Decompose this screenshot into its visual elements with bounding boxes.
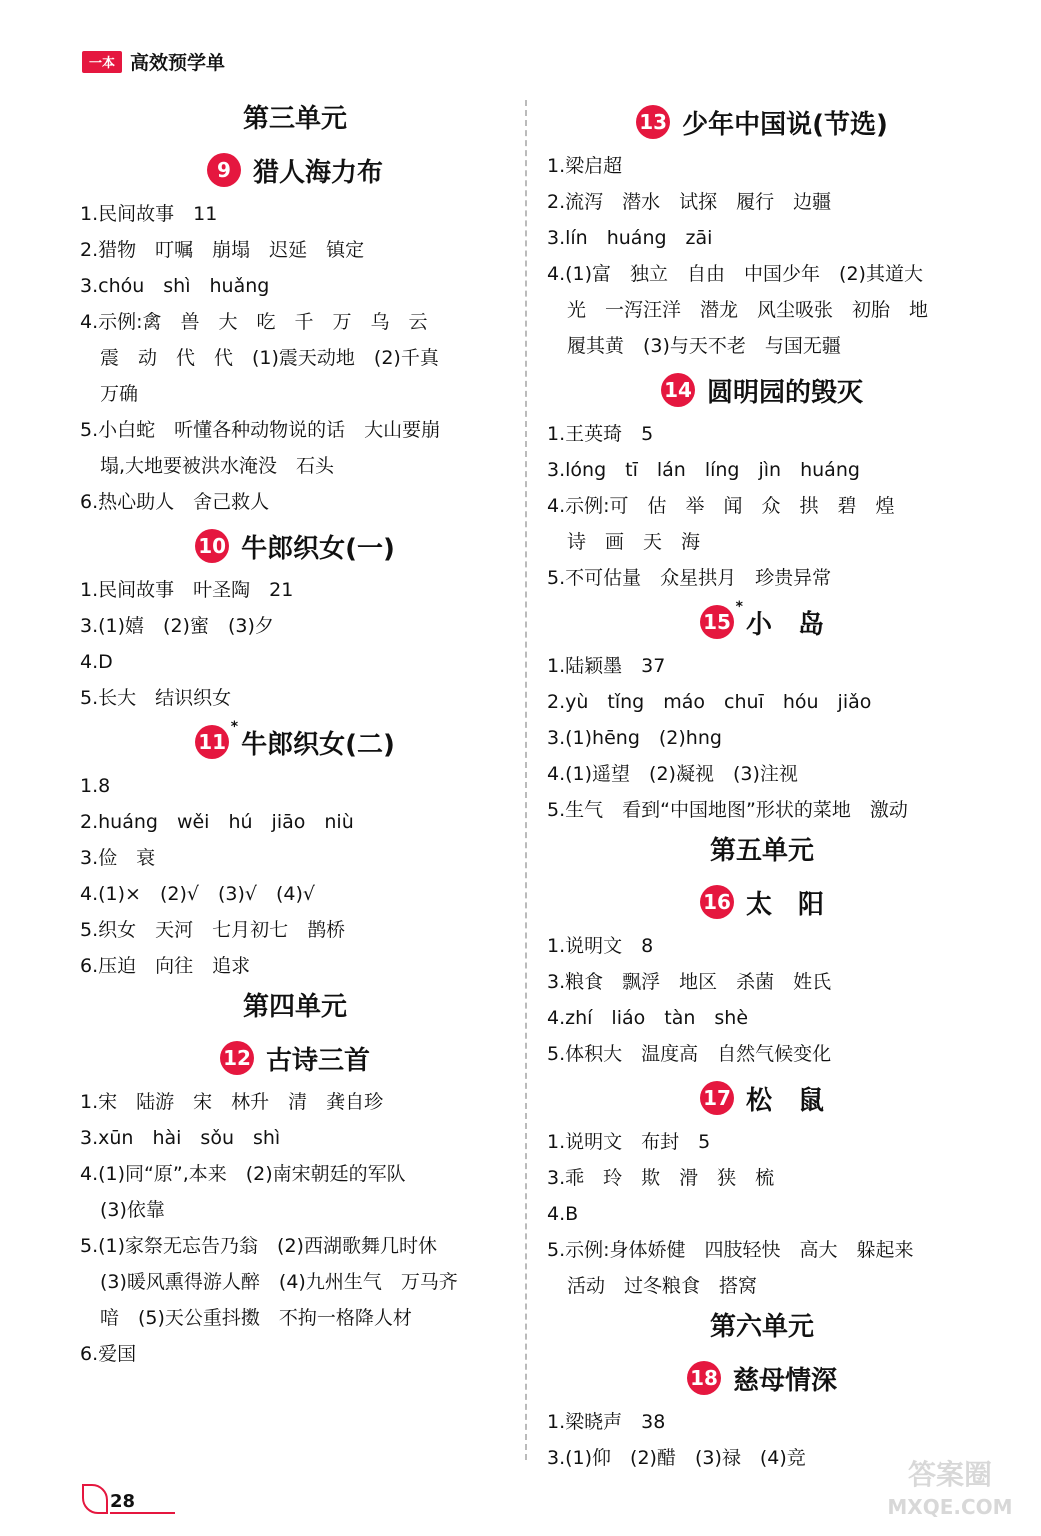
unit-heading: 第六单元	[709, 1312, 814, 1342]
watermark-top: 答案圈	[907, 1458, 993, 1491]
lesson-number-badge	[195, 719, 239, 759]
lesson-heading	[547, 1354, 977, 1402]
answer-line: 1.梁晓声 38	[547, 1411, 666, 1433]
lesson-number-badge	[700, 1081, 734, 1115]
answer-line: 2.yù tǐng máo chuī hóu jiǎo	[547, 691, 872, 713]
answer-line: 1.梁启超	[547, 155, 623, 177]
answer-line: 4.D	[80, 651, 113, 673]
lesson-heading	[547, 1074, 977, 1122]
lesson-title: 猎人海力布	[252, 157, 383, 188]
star-mark: *	[230, 719, 239, 735]
lesson-heading	[80, 718, 510, 766]
lesson-number-badge	[687, 1361, 721, 1395]
lesson-number-badge	[661, 373, 695, 407]
answer-line: 4.示例:可 估 举 闻 众 拱 碧 煌	[547, 495, 895, 517]
lesson-number-badge	[220, 1041, 254, 1075]
lesson-number: 9	[217, 158, 231, 182]
lesson-number: 12	[223, 1046, 251, 1070]
lesson-heading	[80, 146, 510, 194]
answer-line: 6.爱国	[80, 1343, 137, 1365]
answer-line: 2.猎物 叮嘱 崩塌 迟延 镇定	[80, 239, 365, 261]
answer-line: 万确	[100, 383, 139, 405]
lesson-heading	[547, 366, 977, 414]
right-column	[547, 96, 977, 1476]
answer-line: 1.宋 陆游 宋 林升 清 龚自珍	[80, 1091, 384, 1113]
lesson-title: 古诗三首	[265, 1045, 370, 1076]
answer-line: 5.体积大 温度高 自然气候变化	[547, 1043, 832, 1065]
answer-line: 4.示例:禽 兽 大 吃 千 万 乌 云	[80, 311, 428, 333]
answer-line: 6.压迫 向往 追求	[80, 955, 251, 977]
answer-line: 喑 (5)天公重抖擞 不拘一格降人材	[100, 1307, 412, 1329]
lesson-number: 14	[664, 378, 692, 402]
answer-line: 1.陆颖墨 37	[547, 655, 666, 677]
answer-line: 光 一泻汪洋 潜龙 风尘吸张 初胎 地	[567, 299, 929, 321]
watermark	[875, 1452, 1025, 1522]
lesson-heading	[547, 98, 977, 146]
lesson-number: 18	[690, 1366, 718, 1390]
watermark-bottom: MXQE.COM	[887, 1495, 1013, 1519]
answer-line: 震 动 代 代 (1)震天动地 (2)千真	[100, 347, 439, 369]
answer-line: 活动 过冬粮食 搭窝	[567, 1275, 758, 1297]
answer-line: 6.热心助人 舍己救人	[80, 491, 270, 513]
header-title: 高效预学单	[130, 52, 226, 74]
answer-line: 3.lín huáng zāi	[547, 227, 713, 249]
answer-line: 1.王英琦 5	[547, 423, 654, 445]
answer-line: 3.lóng tī lán líng jìn huáng	[547, 459, 860, 481]
lesson-title: 圆明园的毁灭	[706, 377, 863, 408]
answer-line: 5.长大 结识织女	[80, 687, 232, 709]
answer-line: 4.B	[547, 1203, 579, 1225]
lesson-title: 牛郎织女(一)	[241, 533, 395, 564]
answer-line: 3.(1)仰 (2)醋 (3)禄 (4)竞	[547, 1447, 806, 1469]
answer-line: 1.民间故事 11	[80, 203, 218, 225]
answer-line: 3.chóu shì huǎng	[80, 275, 270, 297]
lesson-title: 太 阳	[745, 889, 824, 920]
lesson-number-badge	[636, 105, 670, 139]
page-header	[82, 48, 225, 75]
answer-line: 5.(1)家祭无忘告乃翁 (2)西湖歌舞几时休	[80, 1235, 437, 1257]
answer-line: 3.粮食 飘浮 地区 杀菌 姓氏	[547, 971, 832, 993]
answer-line: 1.说明文 布封 5	[547, 1131, 711, 1153]
lesson-title: 小 岛	[745, 609, 824, 640]
answer-line: 5.小白蛇 听懂各种动物说的话 大山要崩	[80, 419, 441, 441]
answer-line: 5.不可估量 众星拱月 珍贵异常	[547, 567, 832, 589]
unit-heading: 第五单元	[709, 836, 814, 866]
answer-line: 1.8	[80, 775, 111, 797]
unit-heading: 第四单元	[242, 992, 347, 1022]
lesson-number: 15	[703, 610, 731, 634]
answer-line: (3)依靠	[100, 1199, 165, 1221]
lesson-heading	[547, 878, 977, 926]
answer-line: 2.huáng wěi hú jiāo niù	[80, 811, 354, 833]
lesson-number: 10	[198, 534, 227, 558]
answer-line: 诗 画 天 海	[567, 531, 701, 553]
star-mark: *	[735, 599, 743, 615]
lesson-title: 牛郎织女(二)	[241, 729, 395, 760]
answer-line: 3.xūn hài sǒu shì	[80, 1127, 281, 1149]
lesson-title: 少年中国说(节选)	[682, 109, 888, 140]
left-column	[80, 96, 510, 1372]
answer-line: 塌,大地要被洪水淹没 石头	[100, 455, 335, 477]
answer-line: 4.(1)同“原”,本来 (2)南宋朝廷的军队	[80, 1163, 406, 1185]
answer-line: 2.流泻 潜水 试探 履行 边疆	[547, 191, 832, 213]
answer-line: 1.民间故事 叶圣陶 21	[80, 579, 294, 601]
answer-line: 5.织女 天河 七月初七 鹊桥	[80, 919, 346, 941]
answer-line: 3.(1)嬉 (2)蜜 (3)夕	[80, 615, 274, 637]
answer-line: 3.乖 玲 欺 滑 狭 梳	[547, 1167, 775, 1189]
lesson-heading	[80, 1034, 510, 1082]
answer-line: 4.(1)× (2)√ (3)√ (4)√	[80, 883, 316, 905]
lesson-heading	[547, 598, 977, 646]
answer-line: (3)暖风熏得游人醉 (4)九州生气 万马齐	[100, 1271, 458, 1293]
lesson-title: 松 鼠	[745, 1085, 824, 1116]
page-number: 28	[110, 1491, 175, 1514]
lesson-number: 17	[703, 1086, 731, 1110]
answer-line: 3.俭 衰	[80, 847, 156, 869]
answer-line: 4.zhí liáo tàn shè	[547, 1007, 749, 1029]
lesson-number-badge	[195, 529, 229, 563]
answer-line: 5.示例:身体娇健 四肢轻快 高大 躲起来	[547, 1239, 914, 1261]
unit-heading: 第三单元	[242, 104, 347, 134]
lesson-number-badge	[700, 885, 734, 919]
lesson-number: 13	[639, 110, 668, 134]
brand-logo: 一本	[82, 51, 122, 73]
answer-line: 3.(1)hēng (2)hng	[547, 727, 722, 749]
answer-line: 4.(1)遥望 (2)凝视 (3)注视	[547, 763, 798, 785]
lesson-number: 11	[198, 730, 227, 754]
leaf-icon	[82, 1484, 108, 1514]
answer-line: 履其黄 (3)与天不老 与国无疆	[567, 335, 841, 357]
lesson-number-badge	[700, 599, 743, 639]
answer-line: 1.说明文 8	[547, 935, 654, 957]
lesson-number: 16	[703, 890, 731, 914]
column-divider	[525, 100, 527, 1460]
lesson-heading	[80, 522, 510, 570]
page-number-area	[82, 1484, 175, 1514]
answer-line: 4.(1)富 独立 自由 中国少年 (2)其道大	[547, 263, 923, 285]
lesson-title: 慈母情深	[732, 1365, 837, 1396]
lesson-number-badge	[207, 153, 241, 187]
answer-line: 5.生气 看到“中国地图”形状的菜地 激动	[547, 799, 908, 821]
